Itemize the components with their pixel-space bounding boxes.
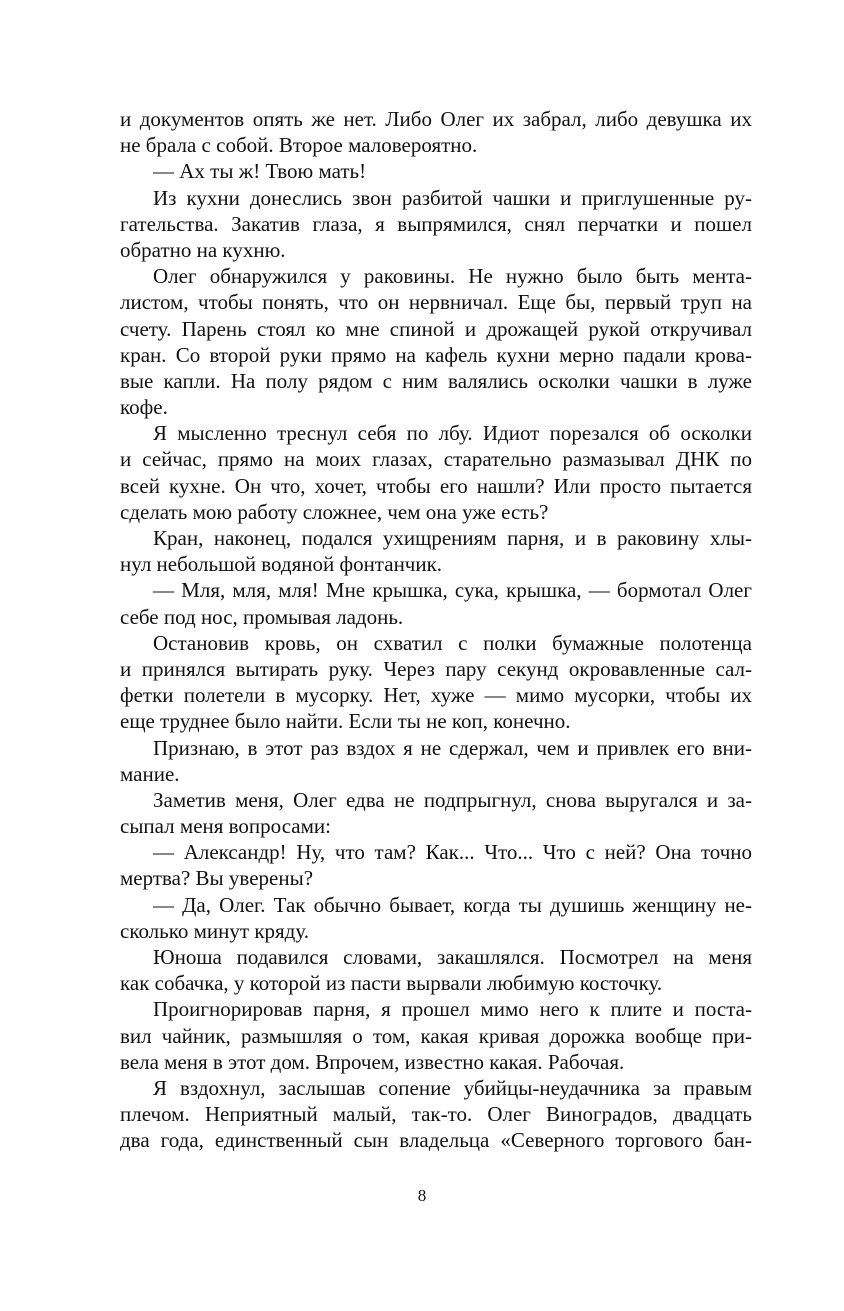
text-line: мертва? Вы уверены? — [120, 866, 314, 891]
text-line: два года, единственный сын владельца «Северного торгового бан- — [120, 1128, 752, 1153]
text-line: всей кухне. Он что, хочет, чтобы его нашли? Или просто пытается — [120, 473, 752, 498]
text-line: как собачка, у которой из пасти вырвали любимую косточку. — [120, 971, 663, 996]
text-line: вил чайник, размышляя о том, какая кривая дорожка вообще при- — [120, 1023, 752, 1048]
text-line: сколько минут кряду. — [120, 918, 310, 943]
text-line: листом, чтобы понять, что он нервничал. Еще бы, первый труп на — [120, 290, 752, 315]
text-line: мание. — [120, 761, 180, 786]
text-line: Остановив кровь, он схватил с полки бумажные полотенца — [153, 630, 752, 655]
text-line: нул небольшой водяной фонтанчик. — [120, 552, 443, 577]
text-line: плечом. Неприятный малый, так-то. Олег Виноградов, двадцать — [120, 1102, 752, 1127]
text-line: и документов опять же нет. Либо Олег их забрал, либо девушка их — [120, 107, 752, 131]
text-line: сыпал меня вопросами: — [120, 814, 331, 839]
text-line: кофе. — [120, 395, 168, 420]
text-line: себе под нос, промывая ладонь. — [120, 604, 404, 629]
text-line: — Мля, мля, мля! Мне крышка, сука, крышка, — бормотал Олег — [153, 578, 752, 603]
text-line: — Александр! Ну, что там? Как... Что... Что с ней? Она точно — [153, 840, 752, 865]
text-line: Из кухни донеслись звон разбитой чашки и приглушенные ру- — [153, 185, 752, 210]
text-line: счету. Парень стоял ко мне спиной и дрожащей рукой откручивал — [120, 316, 752, 341]
text-line: еще труднее было найти. Если ты не коп, конечно. — [120, 709, 571, 734]
text-line: — Да, Олег. Так обычно бывает, когда ты душишь женщину не- — [153, 892, 752, 917]
text-line: вые капли. На полу рядом с ним валялись осколки чашки в луже — [120, 368, 752, 393]
text-line: Признаю, в этот раз вздох я не сдержал, чем и привлек его вни- — [153, 735, 752, 760]
text-line: Я вздохнул, заслышав сопение убийцы-неудачника за правым — [153, 1075, 752, 1100]
text-line: сделать мою работу сложнее, чем она уже есть? — [120, 499, 549, 524]
text-line: фетки полетели в мусорку. Нет, хуже — мимо мусорки, чтобы их — [120, 683, 752, 708]
text-line: кран. Со второй руки прямо на кафель кухни мерно падали крова- — [120, 342, 752, 367]
text-line: гательства. Закатив глаза, я выпрямился, снял перчатки и пошел — [120, 211, 752, 236]
page-number: 8 — [417, 1186, 427, 1205]
text-line: обратно на кухню. — [120, 237, 286, 262]
text-line: — Ах ты ж! Твою мать! — [153, 159, 367, 184]
text-line: Олег обнаружился у раковины. Не нужно было быть мента- — [153, 264, 752, 289]
text-line: Я мысленно треснул себя по лбу. Идиот порезался об осколки — [153, 421, 752, 446]
text-line: Проигнорировав парня, я прошел мимо него к плите и поста- — [153, 997, 752, 1022]
text-line: Кран, наконец, подался ухищрениям парня, и в раковину хлы- — [153, 526, 752, 550]
text-line: и сейчас, прямо на моих глазах, старательно размазывал ДНК по — [120, 447, 752, 472]
text-line: Заметив меня, Олег едва не подпрыгнул, снова выругался и за- — [153, 787, 752, 812]
body-text — [120, 106, 752, 1154]
text-line: не брала с собой. Второе маловероятно. — [120, 133, 478, 158]
text-line: и принялся вытирать руку. Через пару секунд окровавленные сал- — [120, 656, 752, 681]
text-line: Юноша подавился словами, закашлялся. Посмотрел на меня — [153, 945, 752, 969]
text-line: вела меня в этот дом. Впрочем, известно какая. Рабочая. — [120, 1049, 625, 1074]
